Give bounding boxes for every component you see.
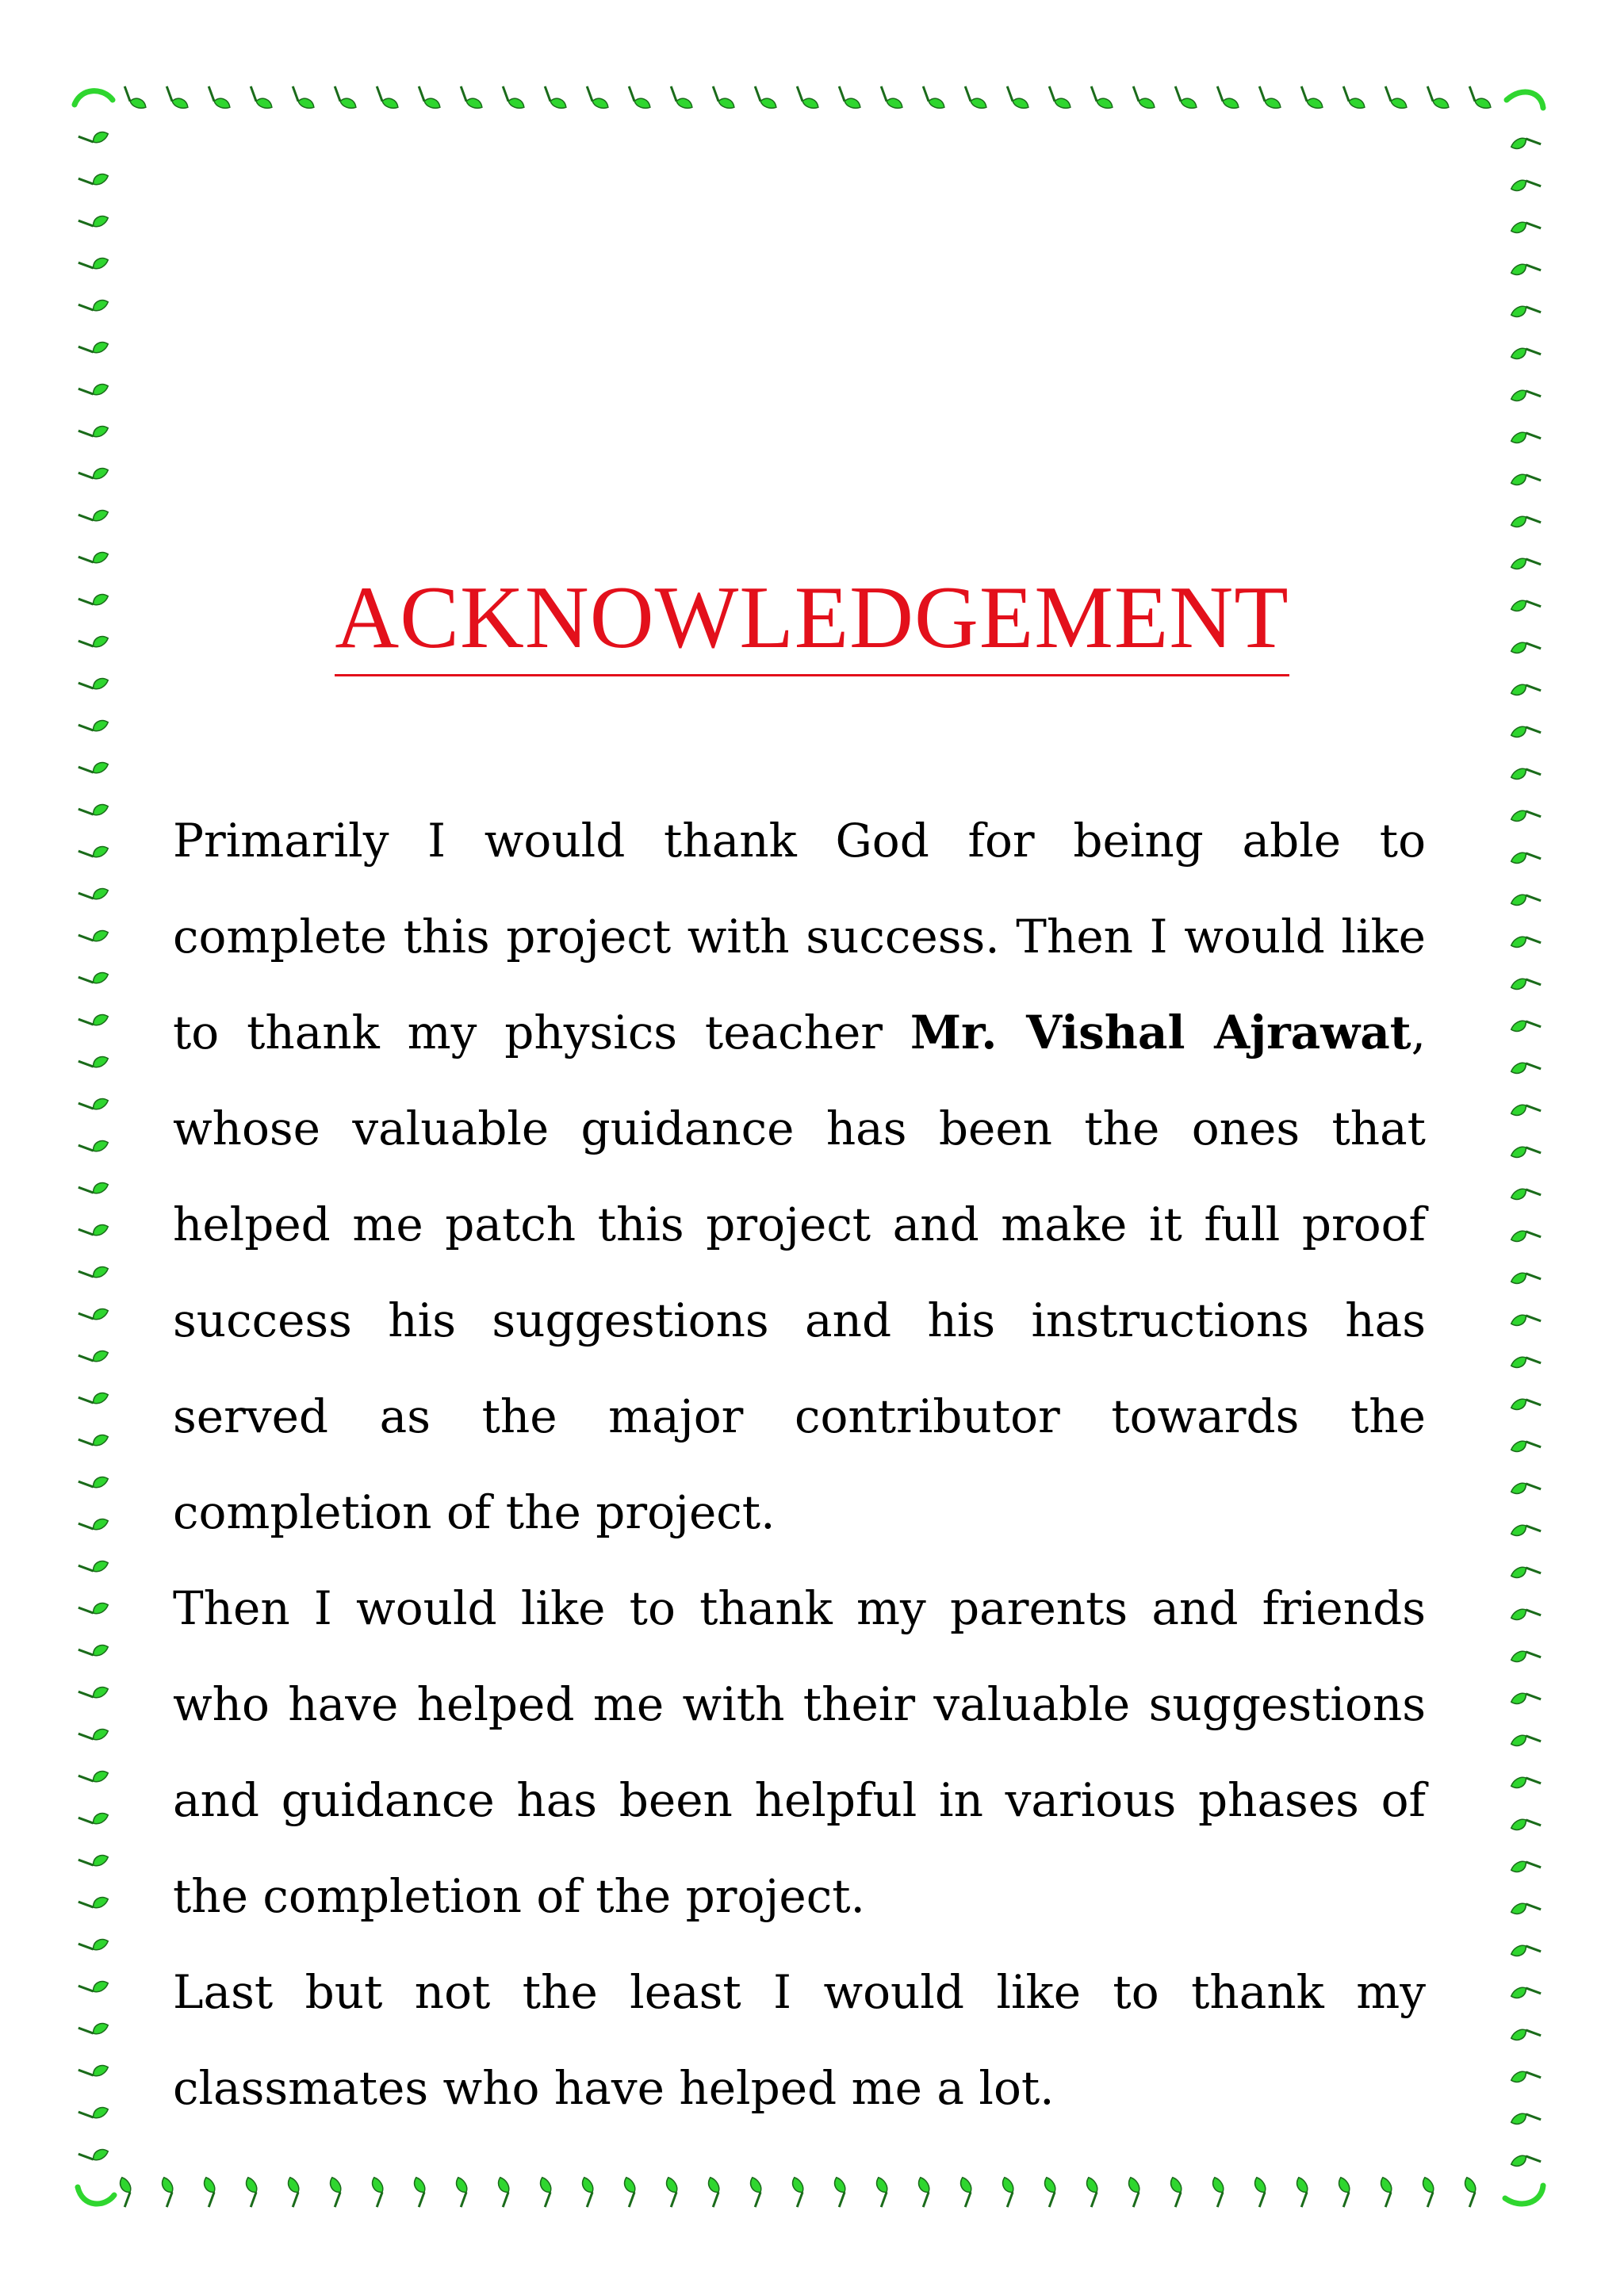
leaf-icon [293,82,314,112]
leaf-icon [1511,1438,1542,1459]
leaf-icon [1163,2178,1185,2208]
leaf-icon [965,82,986,112]
leaf-icon [1457,2178,1479,2208]
leaf-icon [1037,2178,1059,2208]
leaf-icon [1511,429,1542,450]
leaf-icon [79,1427,109,1449]
leaf-icon [251,82,272,112]
leaf-icon [587,82,608,112]
leaf-icon [79,335,109,356]
leaf-icon [1511,1648,1542,1669]
title-container [0,567,1624,676]
leaf-icon [995,2178,1017,2208]
leaf-icon [827,2178,848,2208]
leaf-icon [1511,933,1542,955]
leaf-icon [407,2178,428,2208]
teacher-name: Mr. Vishal Ajrawat [910,1006,1411,1059]
leaf-icon [79,209,109,230]
leaf-icon [1511,1270,1542,1291]
leaf-icon [1511,1102,1542,1123]
leaf-icon [79,1638,109,1659]
leaf-icon [1331,2178,1353,2208]
leaf-icon [79,419,109,440]
leaf-icon [953,2178,975,2208]
leaf-icon [701,2178,722,2208]
leaf-icon [79,1722,109,1743]
leaf-icon [79,755,109,776]
leaf-icon [79,1091,109,1113]
leaf-icon [1511,891,1542,913]
leaf-icon [1511,975,1542,997]
leaf-icon [1301,82,1323,112]
leaf-icon [1511,135,1542,156]
leaf-icon [79,1385,109,1407]
leaf-icon [1007,82,1028,112]
leaf-icon [1511,1354,1542,1375]
leaf-icon [1217,82,1239,112]
leaf-icon [1511,1690,1542,1711]
leaf-icon [79,1301,109,1323]
leaf-icon [1259,82,1281,112]
leaf-icon [1511,1774,1542,1795]
leaf-icon [79,1343,109,1365]
leaf-icon [79,923,109,944]
leaf-icon [281,2178,302,2208]
leaf-icon [461,82,482,112]
leaf-icon [923,82,944,112]
leaf-icon [1511,765,1542,787]
paragraph-3: Last but not the least I would like to thank my classmates who have helped me a lot. [173,1965,1426,2115]
leaf-icon [1511,807,1542,829]
leaf-icon [1511,1732,1542,1753]
leaf-icon [124,82,146,112]
leaf-icon [1511,1900,1542,1921]
leaf-icon [1511,2110,1542,2132]
leaf-icon [797,82,818,112]
corner-curl-icon [1505,2186,1543,2204]
leaf-icon [79,1764,109,1785]
leaf-icon [1511,1396,1542,1417]
paragraph-1-end: , whose valuable guidance has been the ones that helped me patch this project and make it full proof success his suggestions and his instructions has served as the major contributor towards the completion of the project. [173,1006,1426,1539]
leaf-icon [1511,2068,1542,2090]
leaf-icon [659,2178,680,2208]
leaf-icon [1511,1522,1542,1543]
leaf-icon [491,2178,512,2208]
leaf-icon [1511,2152,1542,2174]
leaf-icon [113,2178,134,2208]
leaf-icon [1511,1480,1542,1501]
leaf-icon [869,2178,891,2208]
leaf-icon [79,1680,109,1701]
leaf-icon [839,82,860,112]
leaf-icon [79,713,109,734]
leaf-icon [79,2016,109,2037]
leaf-icon [1511,261,1542,282]
leaf-icon [1511,1059,1542,1081]
leaf-icon [1511,1942,1542,1964]
leaf-icon [79,1259,109,1281]
leaf-icon [1511,1144,1542,1165]
leaf-icon [79,1596,109,1617]
leaf-icon [1247,2178,1269,2208]
leaf-icon [575,2178,596,2208]
leaf-icon [1511,513,1542,534]
leaf-icon [79,839,109,860]
leaf-icon [533,2178,554,2208]
leaf-icon [545,82,566,112]
leaf-icon [1373,2178,1395,2208]
leaf-icon [1343,82,1365,112]
leaf-icon [79,1133,109,1155]
leaf-icon [1427,82,1449,112]
paragraph-1-start: Primarily I would thank God for being able to complete this project with success. Then I would like to thank my physics teacher [173,814,1426,1059]
paragraph-1 [173,793,1426,1561]
leaf-icon [79,461,109,482]
leaf-icon [1511,1312,1542,1333]
leaf-icon [79,2100,109,2121]
leaf-icon [1511,2026,1542,2048]
leaf-icon [1511,177,1542,198]
leaf-icon [79,2058,109,2079]
leaf-icon [1049,82,1071,112]
leaf-icon [755,82,776,112]
leaf-icon [1511,471,1542,492]
leaf-icon [79,797,109,818]
leaf-icon [1511,681,1542,703]
leaf-icon [1289,2178,1311,2208]
leaf-icon [79,1890,109,1911]
leaf-icon [79,1511,109,1533]
leaf-icon [209,82,230,112]
leaf-icon [1385,82,1407,112]
leaf-icon [1175,82,1197,112]
leaf-icon [79,545,109,566]
leaf-icon [79,1806,109,1827]
leaf-icon [79,1217,109,1239]
leaf-icon [79,1049,109,1071]
leaf-icon [743,2178,764,2208]
leaf-icon [503,82,524,112]
leaf-icon [1511,1186,1542,1207]
leaf-icon [419,82,440,112]
leaf-icon [1511,1017,1542,1039]
leaf-icon [1121,2178,1143,2208]
leaf-icon [1511,303,1542,324]
leaf-icon [881,82,902,112]
leaf-icon [167,82,188,112]
leaf-icon [79,1469,109,1491]
leaf-icon [79,377,109,398]
leaf-icon [1511,1816,1542,1837]
leaf-icon [79,503,109,524]
leaf-icon [1133,82,1155,112]
leaf-icon [1511,345,1542,366]
leaf-icon [629,82,650,112]
leaf-icon [155,2178,176,2208]
leaf-icon [79,965,109,987]
leaf-icon [1511,1564,1542,1585]
leaf-icon [1091,82,1113,112]
leaf-icon [335,82,356,112]
leaf-icon [79,1932,109,1953]
leaf-icon [1511,1984,1542,2006]
leaf-icon [449,2178,470,2208]
leaf-icon [79,1007,109,1029]
leaf-icon [1511,1858,1542,1879]
corner-curl-icon [78,2187,114,2204]
paragraph-2: Then I would like to thank my parents and friends who have helped me with their valuable suggestions and guidance has been helpful in various phases of the completion of the project. [173,1581,1426,1923]
acknowledgement-body [173,793,1426,2136]
leaf-icon [197,2178,218,2208]
leaf-icon [79,881,109,902]
leaf-icon [1511,849,1542,871]
leaf-icon [1511,723,1542,745]
leaf-icon [377,82,398,112]
leaf-icon [79,125,109,146]
leaf-icon [1511,1228,1542,1249]
leaf-icon [1469,82,1491,112]
leaf-icon [911,2178,933,2208]
leaf-icon [79,293,109,314]
leaf-icon [79,1554,109,1575]
leaf-icon [1511,387,1542,408]
leaf-icon [79,251,109,272]
leaf-icon [79,2142,109,2163]
page-title: ACKNOWLEDGEMENT [335,567,1289,676]
leaf-icon [1511,1606,1542,1627]
leaf-icon [1079,2178,1101,2208]
leaf-icon [1415,2178,1437,2208]
leaf-icon [365,2178,386,2208]
leaf-icon [79,1974,109,1995]
leaf-icon [323,2178,344,2208]
corner-curl-icon [1507,92,1543,108]
leaf-icon [239,2178,260,2208]
leaf-icon [713,82,734,112]
leaf-icon [79,1848,109,1869]
leaf-icon [785,2178,806,2208]
leaf-icon [1511,219,1542,240]
leaf-icon [79,1175,109,1197]
leaf-icon [1205,2178,1227,2208]
leaf-icon [671,82,692,112]
leaf-icon [79,167,109,188]
corner-curl-icon [75,91,113,105]
leaf-icon [617,2178,638,2208]
